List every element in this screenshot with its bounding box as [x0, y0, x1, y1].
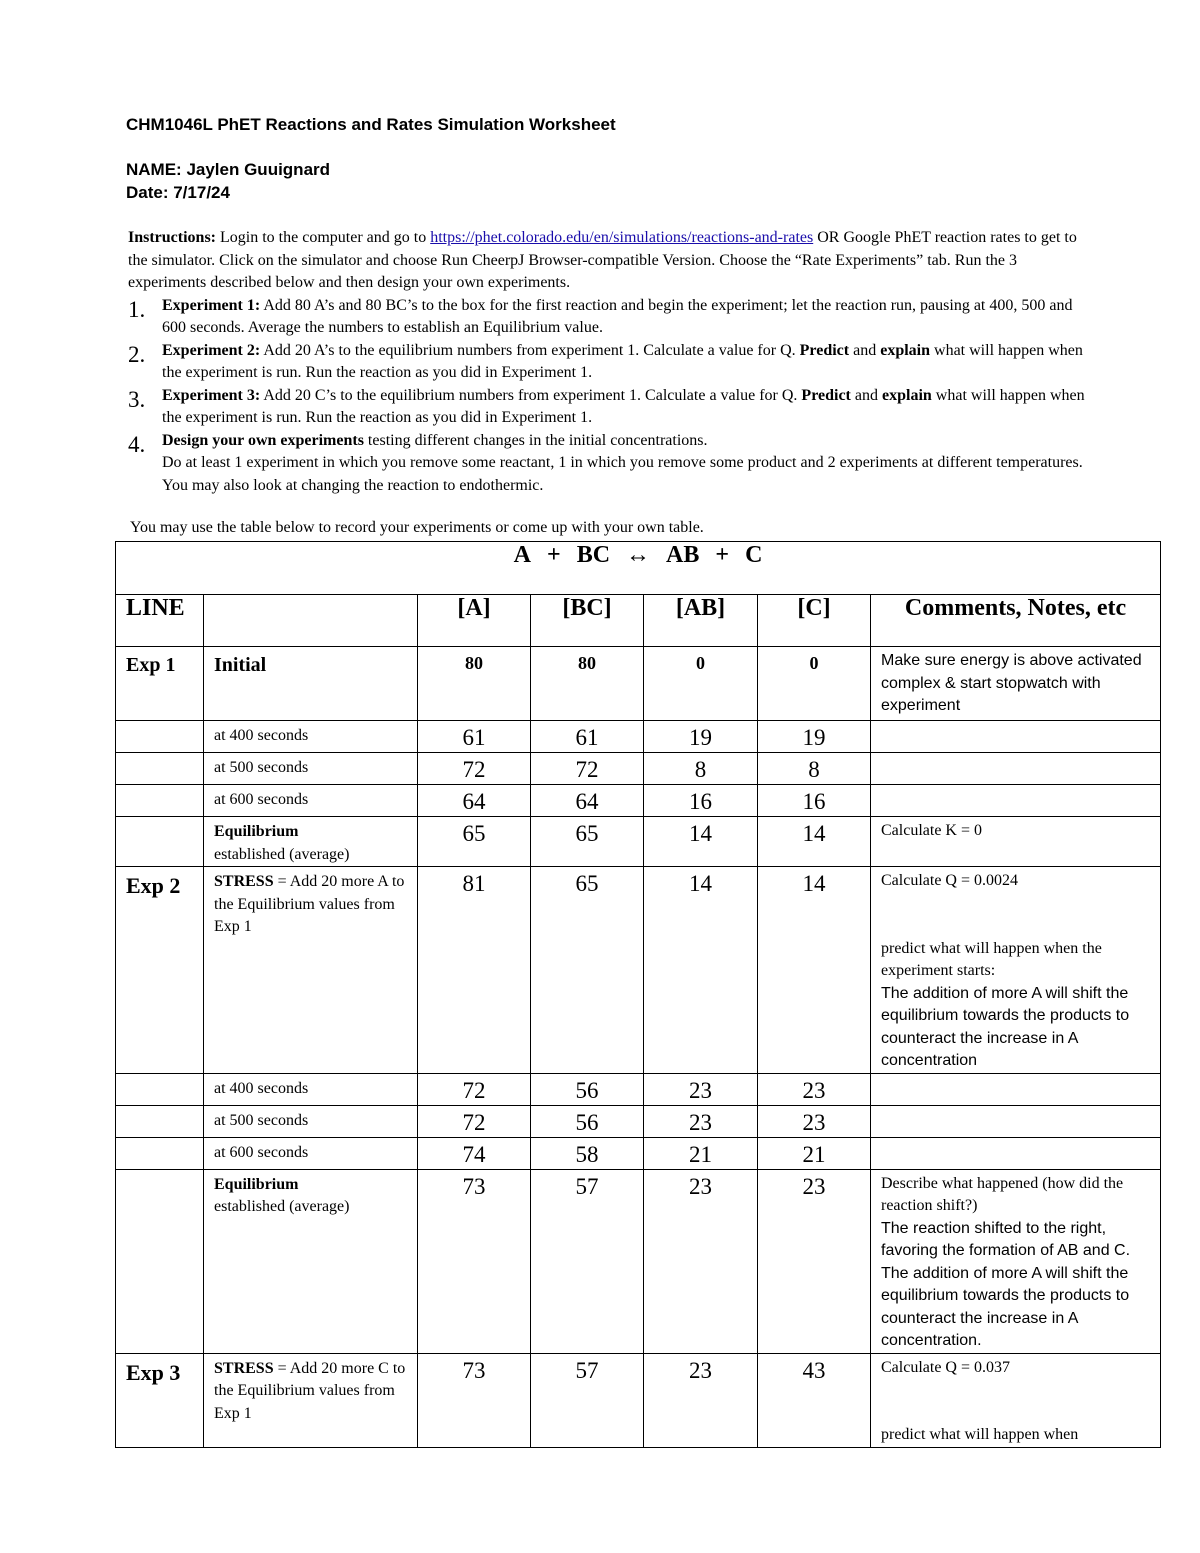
cell-bc: 80 [531, 647, 644, 721]
item-text: Add 80 A’s and 80 BC’s to the box for the first reaction and begin the experiment; let the reaction run, pausing at 400, 500 and 600 seconds. Average the numbers to establish an Equilibrium value. [162, 296, 1073, 336]
instructions-paragraph [128, 227, 1088, 295]
item-text: testing different changes in the initial concentrations. [363, 431, 708, 449]
comment-line: Describe what happened (how did the reaction shift?) [881, 1174, 1124, 1214]
header-comments: Comments, Notes, etc [871, 595, 1161, 647]
header-a: [A] [418, 595, 531, 647]
equation-row [116, 542, 1161, 595]
item-text: what will happen when the experiment is run. Run the reaction as you did in Experiment 1. [162, 386, 1085, 426]
label-text: established (average) [214, 1198, 350, 1215]
cell-comment [871, 1073, 1161, 1105]
eq-plus: + [547, 542, 561, 568]
cell-comment [871, 785, 1161, 817]
header-blank [204, 595, 418, 647]
comment-line: predict what will happen when the experiment starts: [881, 939, 1102, 979]
cell-a: 81 [418, 867, 531, 1074]
cell-c: 23 [758, 1169, 871, 1353]
item-text: and [850, 386, 882, 404]
row-label [204, 1353, 418, 1447]
cell-c: 23 [758, 1073, 871, 1105]
cell-a: 73 [418, 1353, 531, 1447]
instructions-text-cont: OR Google PhET reaction rates to get to the simulator. Click on the simulator and choose Run CheerpJ Browser-compatible Version. Choose the “Rate Experiments” tab. Run the 3 experiments described below and then design your own experiments. [128, 229, 1077, 291]
comment-line: The reaction shifted to the right, favoring the formation of AB and C. The addition of more A will shift the equilibrium towards the products to counteract the increase in A concentration. [881, 1219, 1131, 1349]
row-label [204, 867, 418, 1074]
table-row [116, 817, 1161, 867]
table-row [116, 1353, 1161, 1447]
cell-comment [871, 1353, 1161, 1447]
cell-a: 64 [418, 785, 531, 817]
list-number: 4. [128, 431, 146, 457]
cell-a: 72 [418, 1105, 531, 1137]
cell-c: 8 [758, 753, 871, 785]
table-row [116, 753, 1161, 785]
header-c: [C] [758, 595, 871, 647]
table-row [116, 1137, 1161, 1169]
list-number: 2. [128, 341, 146, 367]
cell-comment [871, 867, 1161, 1074]
list-item [128, 385, 1088, 430]
cell-line [116, 721, 204, 753]
cell-bc: 65 [531, 867, 644, 1074]
label-text: = Add 20 more C to the Equilibrium values from Exp 1 [214, 1359, 406, 1422]
cell-c: 19 [758, 721, 871, 753]
comment-line: Calculate Q = 0.0024 [881, 872, 1018, 889]
comment-line: Calculate Q = 0.037 [881, 1358, 1010, 1376]
row-label: at 400 seconds [204, 721, 418, 753]
comment-line: The addition of more A will shift the equilibrium towards the products to counteract the increase in A concentration [881, 984, 1130, 1069]
exp3-label: Exp 3 [116, 1353, 204, 1447]
comment-line: predict what will happen when [881, 1426, 1079, 1443]
table-note: You may use the table below to record your experiments or come up with your own table. [130, 519, 704, 536]
cell-line [116, 1169, 204, 1353]
row-label: at 400 seconds [204, 1073, 418, 1105]
label-bold: Equilibrium [214, 1175, 299, 1193]
cell-line [116, 817, 204, 867]
eq-plus: + [715, 542, 730, 568]
item-bold: Predict [799, 341, 850, 359]
cell-line [116, 1073, 204, 1105]
eq-term: BC [576, 542, 611, 568]
label-bold: STRESS [214, 873, 274, 890]
row-label [204, 817, 418, 867]
cell-line [116, 1137, 204, 1169]
cell-ab: 23 [644, 1169, 758, 1353]
cell-a: 72 [418, 1073, 531, 1105]
item-text: Add 20 A’s to the equilibrium numbers from experiment 1. Calculate a value for Q. [260, 341, 800, 359]
row-label: Initial [204, 647, 418, 721]
row-label: at 600 seconds [204, 1137, 418, 1169]
row-label [204, 1169, 418, 1353]
item-label: Experiment 2: [162, 341, 261, 359]
cell-a: 80 [418, 647, 531, 721]
item-text: Do at least 1 experiment in which you remove some reactant, 1 in which you remove some product and 2 experiments at different temperatures. You may also look at changing the reaction to endothermic. [162, 454, 1083, 494]
cell-ab: 14 [644, 867, 758, 1074]
cell-a: 65 [418, 817, 531, 867]
item-bold: explain [880, 341, 931, 359]
cell-c: 16 [758, 785, 871, 817]
row-label: at 500 seconds [204, 753, 418, 785]
item-label: Experiment 1: [162, 296, 261, 314]
cell-bc: 61 [531, 721, 644, 753]
eq-term: C [745, 542, 763, 568]
cell-comment: Make sure energy is above activated complex & start stopwatch with experiment [871, 647, 1161, 721]
item-bold: explain [882, 386, 932, 404]
list-number: 3. [128, 386, 146, 412]
cell-line [116, 785, 204, 817]
cell-ab: 23 [644, 1353, 758, 1447]
instructions-label: Instructions: [128, 229, 217, 246]
row-label: at 500 seconds [204, 1105, 418, 1137]
cell-bc: 57 [531, 1353, 644, 1447]
cell-c: 14 [758, 817, 871, 867]
label-text: = Add 20 more A to the Equilibrium values from Exp 1 [214, 873, 405, 935]
list-item [128, 430, 1088, 498]
cell-bc: 58 [531, 1137, 644, 1169]
experiment-list [128, 295, 1088, 498]
experiment-table [115, 541, 1161, 1448]
cell-c: 0 [758, 647, 871, 721]
exp1-label: Exp 1 [116, 647, 204, 721]
cell-a: 61 [418, 721, 531, 753]
instructions-block [128, 227, 1088, 497]
cell-c: 21 [758, 1137, 871, 1169]
cell-line [116, 753, 204, 785]
list-item [128, 295, 1088, 340]
cell-ab: 0 [644, 647, 758, 721]
cell-ab: 14 [644, 817, 758, 867]
cell-ab: 16 [644, 785, 758, 817]
cell-ab: 23 [644, 1073, 758, 1105]
cell-bc: 72 [531, 753, 644, 785]
cell-line [116, 1105, 204, 1137]
table-row [116, 1169, 1161, 1353]
table-row [116, 1105, 1161, 1137]
table-row [116, 647, 1161, 721]
cell-comment: Calculate K = 0 [871, 817, 1161, 867]
item-label: Design your own experiments [162, 431, 364, 449]
cell-ab: 21 [644, 1137, 758, 1169]
cell-bc: 64 [531, 785, 644, 817]
label-bold: Equilibrium [214, 823, 299, 840]
list-number: 1. [128, 296, 146, 322]
cell-bc: 65 [531, 817, 644, 867]
instructions-text: Login to the computer and go to [216, 229, 431, 246]
table-row [116, 867, 1161, 1074]
cell-ab: 19 [644, 721, 758, 753]
header-bc: [BC] [531, 595, 644, 647]
item-text: what will happen when the experiment is run. Run the reaction as you did in Experiment 1. [162, 341, 1083, 381]
label-bold: STRESS [214, 1359, 274, 1377]
cell-comment [871, 721, 1161, 753]
cell-ab: 23 [644, 1105, 758, 1137]
header-ab: [AB] [644, 595, 758, 647]
exp2-label: Exp 2 [116, 867, 204, 1074]
cell-c: 43 [758, 1353, 871, 1447]
cell-bc: 56 [531, 1105, 644, 1137]
cell-comment [871, 1169, 1161, 1353]
eq-term: A [513, 542, 531, 568]
cell-bc: 57 [531, 1169, 644, 1353]
cell-comment [871, 753, 1161, 785]
cell-ab: 8 [644, 753, 758, 785]
item-text: and [849, 341, 881, 359]
eq-term: AB [666, 542, 700, 568]
header-line: LINE [116, 595, 204, 647]
cell-a: 74 [418, 1137, 531, 1169]
item-label: Experiment 3: [162, 386, 261, 404]
cell-comment [871, 1105, 1161, 1137]
cell-c: 14 [758, 867, 871, 1074]
header-row [116, 595, 1161, 647]
item-text: Add 20 C’s to the equilibrium numbers from experiment 1. Calculate a value for Q. [260, 386, 802, 404]
row-label: at 600 seconds [204, 785, 418, 817]
label-text: established (average) [214, 845, 350, 863]
table-row [116, 785, 1161, 817]
cell-comment [871, 1137, 1161, 1169]
document-title: CHM1046L PhET Reactions and Rates Simulation Worksheet [126, 115, 616, 134]
reaction-equation [116, 542, 1161, 595]
list-item [128, 340, 1088, 385]
student-name: NAME: Jaylen Guuignard [126, 160, 331, 179]
worksheet-date: Date: 7/17/24 [126, 183, 230, 202]
eq-arrow: ↔ [626, 542, 651, 568]
table-row [116, 721, 1161, 753]
simulation-link[interactable]: https://phet.colorado.edu/en/simulations/reactions-and-rates [430, 229, 814, 246]
cell-bc: 56 [531, 1073, 644, 1105]
cell-a: 73 [418, 1169, 531, 1353]
table-row [116, 1073, 1161, 1105]
item-bold: Predict [801, 386, 851, 404]
cell-a: 72 [418, 753, 531, 785]
cell-c: 23 [758, 1105, 871, 1137]
